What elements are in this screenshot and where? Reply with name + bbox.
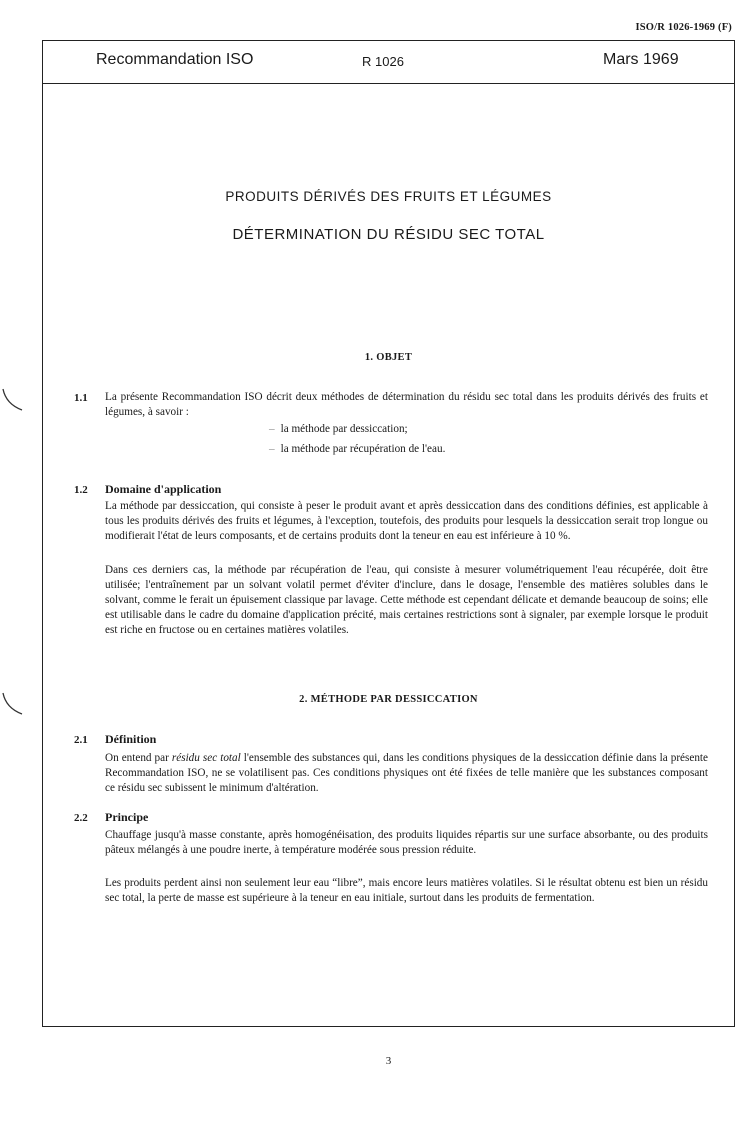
header-title: Recommandation ISO — [96, 51, 254, 68]
list-item-text: la méthode par dessiccation; — [280, 423, 408, 435]
section-2-heading: 2. MÉTHODE PAR DESSICCATION — [299, 694, 478, 705]
header-date: Mars 1969 — [603, 51, 679, 68]
scan-margin-mark — [0, 386, 26, 412]
clause-2-1-text — [105, 751, 708, 796]
method-list-item — [269, 422, 408, 437]
list-dash: – — [269, 423, 275, 435]
section-1-heading: 1. OBJET — [364, 352, 413, 363]
list-item-text: la méthode par récupération de l'eau. — [280, 443, 446, 455]
document-reference: ISO/R 1026-1969 (F) — [635, 22, 732, 33]
defined-term: résidu sec total — [171, 752, 241, 764]
clause-2-1-number: 2.1 — [74, 734, 88, 746]
clause-1-2-title: Domaine d'application — [105, 482, 222, 496]
definition-body: l'ensemble des substances qui, dans les conditions physiques de la dessiccation définie dans la présente Recommandation ISO, ne se volatilisent pas. Ces conditions physiques ont été fixées de telle manière que les substances composant ce résidu sec subissent le minimum d'altération. — [105, 752, 708, 794]
page-number: 3 — [385, 1055, 392, 1067]
definition-intro: On entend par — [105, 752, 172, 764]
clause-1-1-number: 1.1 — [74, 392, 88, 404]
clause-1-2-number: 1.2 — [74, 484, 88, 496]
clause-2-2-title: Principe — [105, 810, 149, 824]
document-title-line1: PRODUITS DÉRIVÉS DES FRUITS ET LÉGUMES — [225, 189, 552, 204]
header-divider — [42, 83, 735, 84]
scan-margin-mark — [0, 690, 26, 716]
header-number: R 1026 — [362, 54, 404, 69]
clause-2-1-title: Définition — [105, 732, 157, 746]
clause-1-2-paragraph-2: Dans ces derniers cas, la méthode par récupération de l'eau, qui consiste à mesurer volumétriquement l'eau récupérée, doit être utilisée; l'entraînement par un solvant volatil permet d'éviter d'inclure, dans le dosage, l'ensemble des matières solubles dans le solvant, comme le ferait un épuisement classique par lavage. Cette méthode est cependant délicate et demande beaucoup de soins; elle est utilisable dans le cadre du domaine d'application précité, mais certaines restrictions sont à signaler, par exemple lorsque le produit est riche en fructose ou en certaines matières volatiles. — [105, 564, 708, 636]
clause-1-1-text: La présente Recommandation ISO décrit deux méthodes de détermination du résidu sec total dans les produits dérivés des fruits et légumes, à savoir : — [105, 391, 708, 418]
method-list-item — [269, 442, 445, 457]
list-dash: – — [269, 443, 275, 455]
clause-2-2-paragraph-1: Chauffage jusqu'à masse constante, après homogénéisation, des produits liquides répartis sur une surface absorbante, ou des produits pâteux mélangés à une poudre inerte, à température modérée sous pression réduite. — [105, 829, 708, 856]
clause-2-2-paragraph-2: Les produits perdent ainsi non seulement leur eau “libre”, mais encore leurs matières volatiles. Si le résultat obtenu est bien un résidu sec total, la perte de masse est supérieure à la teneur en eau initiale, surtout dans les produits de fermentation. — [105, 877, 708, 904]
clause-1-2-paragraph-1: La méthode par dessiccation, qui consiste à peser le produit avant et après dessiccation dans des conditions définies, est applicable à tous les produits dérivés des fruits et légumes, à l'exception, toutefois, des produits pour lesquels la dessiccation serait trop longue ou modifierait l'état de leurs composants, et de certains produits dont la teneur en eau est inférieure à 10 %. — [105, 500, 708, 542]
document-title-line2: DÉTERMINATION DU RÉSIDU SEC TOTAL — [232, 226, 545, 243]
clause-2-2-number: 2.2 — [74, 812, 88, 824]
